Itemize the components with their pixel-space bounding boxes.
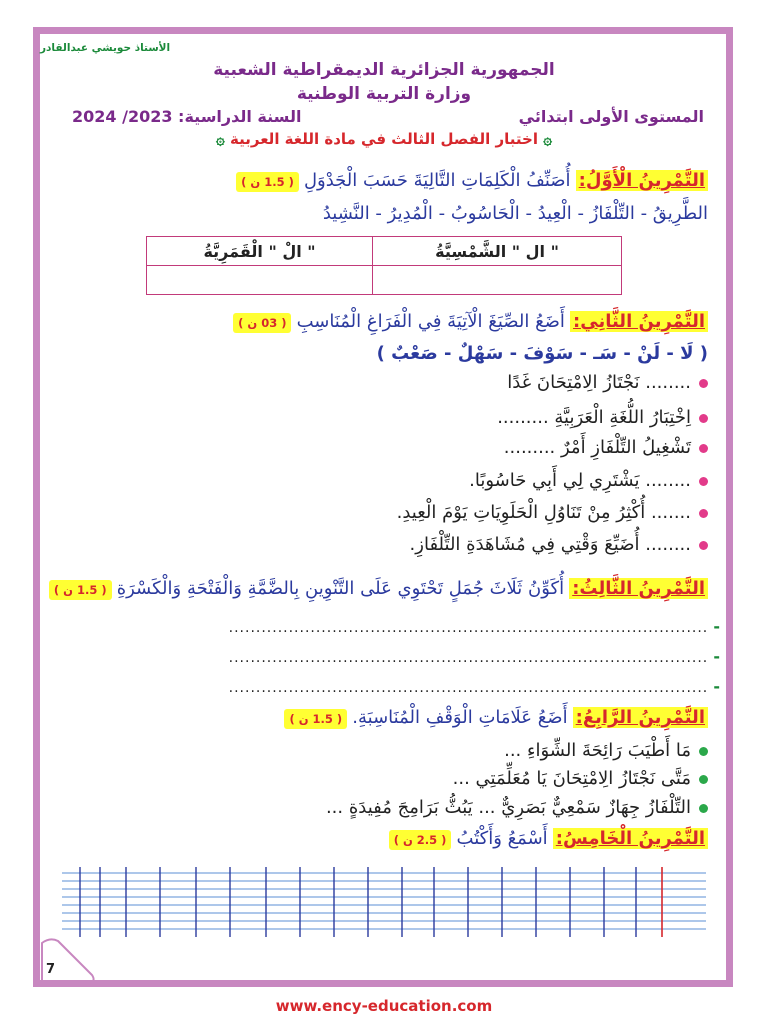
exercise1-words: الطَّرِيقُ - التِّلْفَازُ - الْعِيدُ - الْحَاسُوبُ - الْمُدِيرُ - النَّشِيدُ — [322, 203, 708, 224]
ornament-icon: ۞ — [543, 130, 552, 148]
bullet-icon — [699, 379, 708, 388]
answer-line[interactable]: - ........................................................................................ — [228, 677, 720, 696]
grade-level: المستوى الأولى ابتدائي — [518, 107, 704, 126]
bullet-icon — [699, 414, 708, 423]
exam-title-text: اختبار الفصل الثالث في مادة اللغة العربية — [230, 130, 538, 148]
bullet-icon — [699, 775, 708, 784]
exercise3-label: التَّمْرِينُ الثَّالِثُ: — [569, 578, 708, 599]
bullet-icon — [699, 747, 708, 756]
exercise4-sentence: مَتَّى نَجْتَازُ الِامْتِحَانَ يَا مُعَلِّمَتِي ... — [453, 768, 708, 789]
author-name: الأستاذ حويشي عبدالقادر — [40, 42, 171, 54]
exercise1-heading — [236, 170, 708, 191]
bullet-icon — [699, 541, 708, 550]
sun-lam-answer-cell[interactable] — [373, 266, 622, 295]
exercise2-sentence: اِخْتِبَارُ اللُّغَةِ الْعَرَبِيَّةِ ......... — [497, 407, 708, 428]
bullet-icon — [699, 444, 708, 453]
answer-line[interactable]: - ........................................................................................ — [228, 647, 720, 666]
exercise2-sentence: تَشْغِيلُ التِّلْفَازِ أَمْرٌ ......... — [504, 437, 708, 458]
exercise4-heading — [284, 707, 708, 728]
ornament-icon: ۞ — [216, 130, 225, 148]
page-number: 7 — [46, 962, 56, 977]
exercise2-sentence: ........ يَشْتَرِي لِي أَبِي حَاسُوبًا. — [469, 470, 708, 491]
moon-lam-answer-cell[interactable] — [147, 266, 373, 295]
classification-table — [146, 236, 622, 295]
ministry-heading: وزارة التربية الوطنية — [296, 84, 472, 104]
bullet-icon — [699, 509, 708, 518]
exercise2-sentence: ....... أُكْثِرُ مِنْ تَنَاوُلِ الْحَلَوِيَاتِ يَوْمَ الْعِيدِ. — [397, 502, 708, 523]
handwriting-grid[interactable] — [62, 867, 706, 937]
exercise2-sentence: ........ أُضَيِّعَ وَقْتِي فِي مُشَاهَدَةِ التِّلْفَازِ. — [410, 534, 708, 555]
school-year: السنة الدراسية: 2023/ 2024 — [72, 107, 302, 126]
exercise5-heading — [389, 828, 708, 849]
exercise2-points: ( 03 ن ) — [233, 313, 291, 333]
exercise4-sentence: التِّلْفَازُ جِهَازٌ سَمْعِيٌّ بَصَرِيٌّ ... يَبُثُّ بَرَامِجَ مُفِيدَةٍ ... — [326, 797, 708, 818]
bullet-icon — [699, 477, 708, 486]
exercise2-label: التَّمْرِينُ الثَّانِي: — [570, 311, 708, 332]
exercise5-label: التَّمْرِينُ الْخَامِسُ: — [553, 828, 708, 849]
answer-line[interactable]: - ........................................................................................ — [228, 617, 720, 636]
moon-lam-header: " الْ " الْقَمَرِيَّةُ — [147, 237, 373, 266]
exercise2-sentence: ........ نَجْتَازُ الِامْتِحَانَ غَدًا — [507, 372, 708, 393]
sun-lam-header: " ال " الشَّمْسِيَّةُ — [373, 237, 622, 266]
exam-title — [0, 130, 768, 148]
exercise2-instruction: أَضَعُ الصِّيَغَ الْآتِيَةَ فِي الْفَرَاغِ الْمُنَاسِبِ — [296, 311, 565, 332]
exercise2-options: ( لَا - لَنْ - سَـ - سَوْفَ - سَهْلٌ - صَعْبٌ ) — [376, 343, 708, 364]
exercise4-instruction: أَضَعُ عَلَامَاتِ الْوَقْفِ الْمُنَاسِبَةِ. — [352, 707, 568, 728]
exercise4-label: التَّمْرِينُ الرَّابِعُ: — [573, 707, 708, 728]
exercise2-heading — [233, 311, 708, 332]
exercise1-points: ( 1.5 ن ) — [236, 172, 299, 192]
exercise5-instruction: أَسْمَعُ وَأَكْتُبُ — [456, 828, 548, 849]
exercise1-instruction: أُصَنِّفُ الْكَلِمَاتِ التَّالِيَةَ حَسَبَ الْجَدْوَلِ — [303, 170, 571, 191]
republic-heading: الجمهورية الجزائرية الديمقراطية الشعبية — [213, 60, 555, 80]
footer-link[interactable]: www.ency-education.com — [275, 997, 493, 1015]
exercise4-points: ( 1.5 ن ) — [284, 709, 347, 729]
exercise1-label: التَّمْرِينُ الْأَوَّلُ: — [576, 170, 708, 191]
exercise3-points: ( 1.5 ن ) — [49, 580, 112, 600]
exercise3-instruction: أُكَوِّنُ ثَلَاثَ جُمَلٍ تَحْتَوِي عَلَى التَّنْوِينِ بِالضَّمَّةِ وَالْفَتْحَةِ وَالْكَسْرَةِ — [116, 578, 565, 599]
exercise4-sentence: مَا أَطْيَبَ رَائِحَةَ الشِّوَاءِ ... — [504, 740, 708, 761]
exercise3-heading — [49, 578, 708, 599]
bullet-icon — [699, 804, 708, 813]
page-corner-decoration — [40, 935, 100, 985]
exercise5-points: ( 2.5 ن ) — [389, 830, 452, 850]
